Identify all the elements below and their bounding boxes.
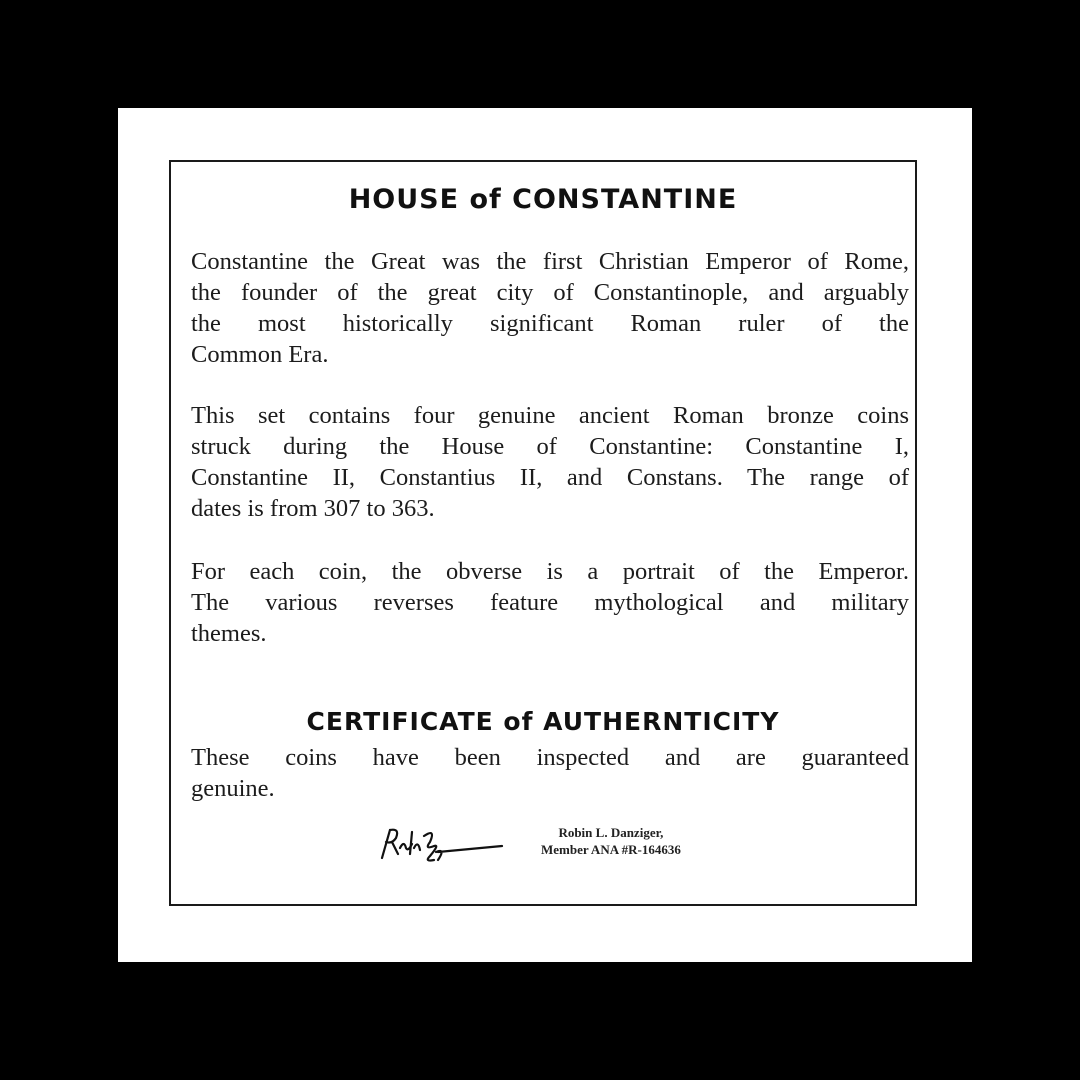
text-line: the most historically significant Roman ruler of the [191,310,909,337]
text-line: Constantine II, Constantius II, and Constans. The range of [191,464,909,491]
text-line: These coins have been inspected and are guaranteed [191,744,909,771]
certificate-card [118,108,972,962]
paragraph-set-contents [191,400,909,524]
signer-info [541,824,681,858]
text-line: The various reverses feature mythological and military [191,589,909,616]
text-line: themes. [191,620,267,647]
text-line: Common Era. [191,341,329,368]
certificate-statement [191,742,909,804]
text-line: dates is from 307 to 363. [191,495,435,522]
text-line: genuine. [191,775,275,802]
signer-membership: Member ANA #R-164636 [541,842,681,857]
document-title: HOUSE of CONSTANTINE [348,184,738,215]
text-line: This set contains four genuine ancient Roman bronze coins [191,402,909,429]
paragraph-intro [191,246,909,370]
text-line: Constantine the Great was the first Christian Emperor of Rome, [191,248,909,275]
text-line: For each coin, the obverse is a portrait of the Emperor. [191,558,909,585]
signer-name: Robin L. Danziger, [558,825,664,840]
text-line: struck during the House of Constantine: Constantine I, [191,433,909,460]
signature-image [376,822,506,867]
text-line: the founder of the great city of Constantinople, and arguably [191,279,909,306]
certificate-title: CERTIFICATE of AUTHERNTICITY [306,707,780,736]
paragraph-coin-description [191,556,909,649]
certificate-frame [169,160,917,906]
